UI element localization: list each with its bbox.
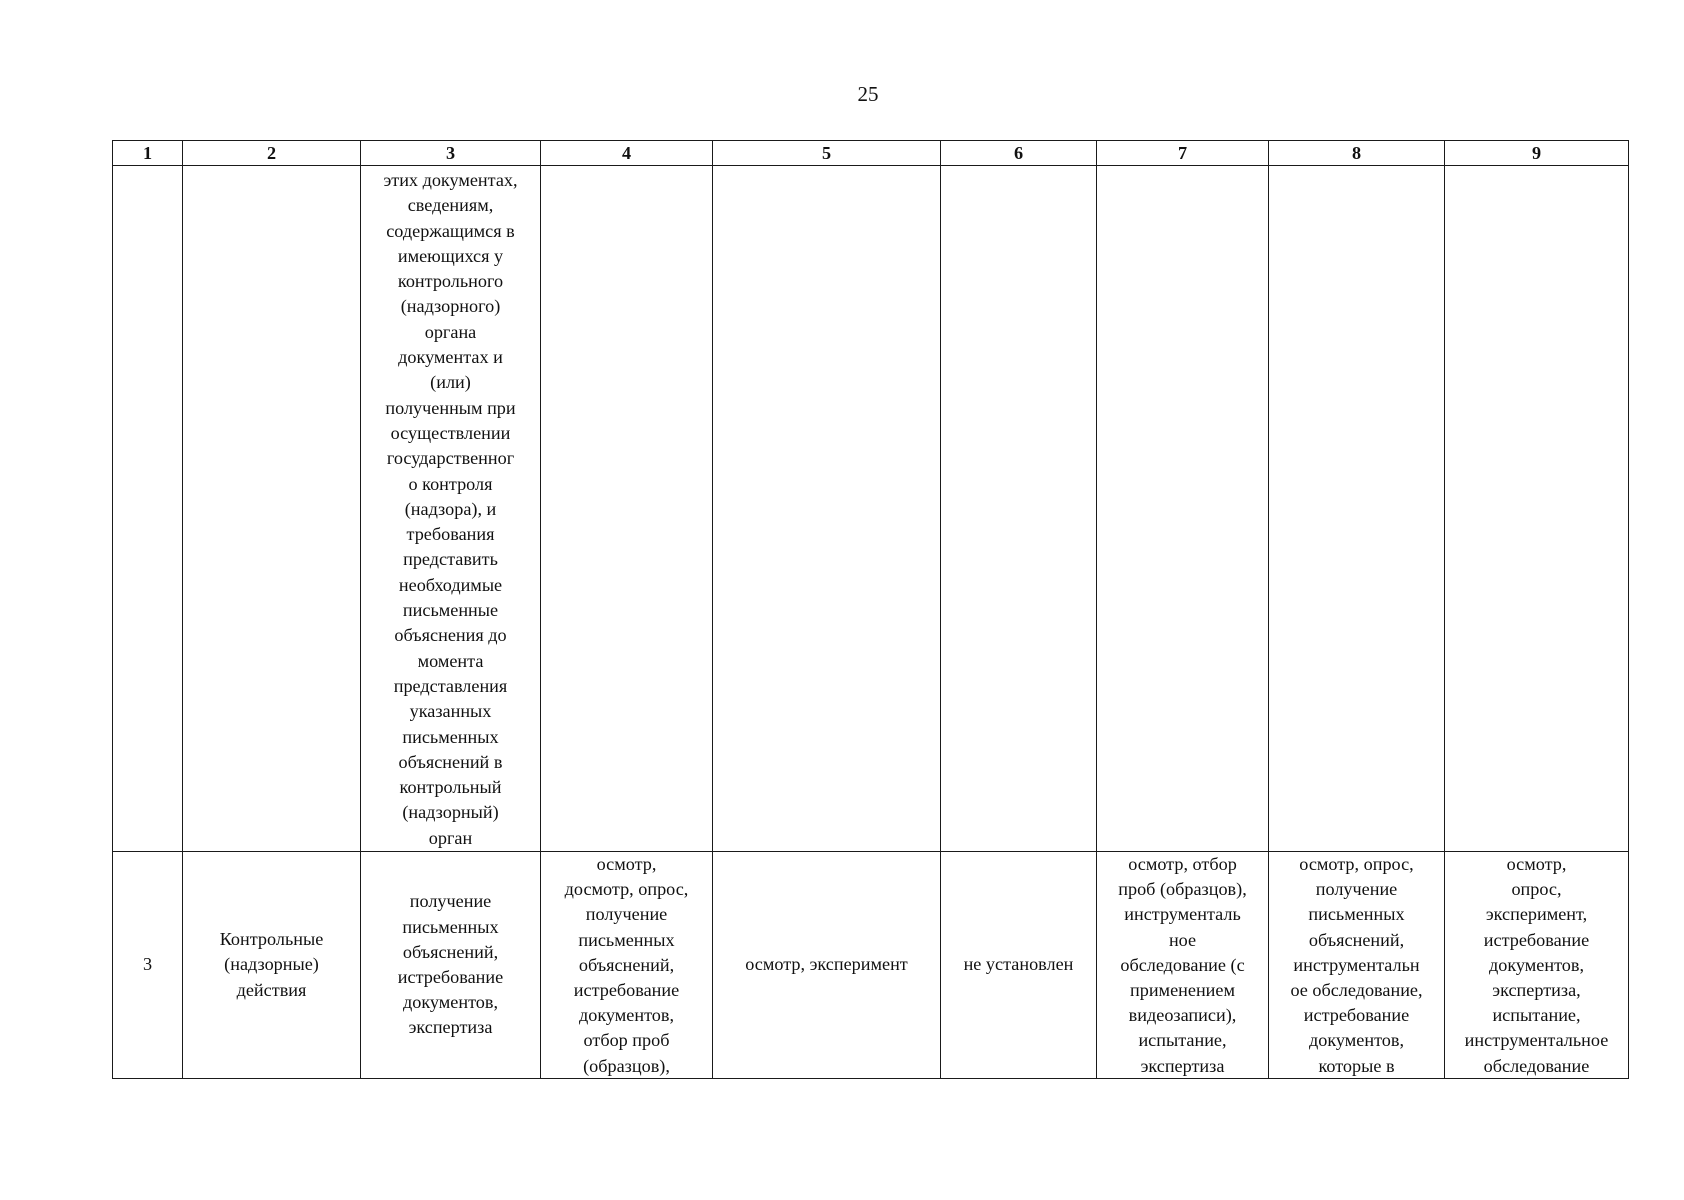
table-cell (1097, 852, 1269, 1079)
table-cell (1097, 166, 1269, 852)
table-cell (183, 852, 361, 1079)
row-number-cell (113, 852, 183, 1079)
cell-text: осмотр, эксперимент (745, 954, 908, 975)
page-number: 25 (857, 82, 879, 106)
table-cell (941, 166, 1097, 852)
table-cell (183, 166, 361, 852)
column-number-header: 7 (1097, 141, 1269, 166)
column-number-header: 9 (1445, 141, 1629, 166)
cell-text: получение письменных объяснений, истребование документов, экспертиза (397, 891, 504, 1038)
column-number-header: 1 (113, 141, 183, 166)
table-cell (713, 852, 941, 1079)
table-cell (361, 852, 541, 1079)
table-cell (713, 166, 941, 852)
cell-text: осмотр, опрос, эксперимент, истребование документов, экспертиза, испытание, инструментальное обследование (1464, 854, 1609, 1076)
column-number-header: 3 (361, 141, 541, 166)
cell-text: этих документах, сведениям, содержащимся в имеющихся у контрольного (надзорного) органа документах и (или) полученным при осуществлении государственног о контроля (надзора), и требования представить необходимые письменные объяснения до момента представления указанных письменных объяснений в контрольный (надзорный) орган (383, 170, 518, 848)
column-number-header: 2 (183, 141, 361, 166)
column-number-header: 5 (713, 141, 941, 166)
cell-text: осмотр, досмотр, опрос, получение письменных объяснений, истребование документов, отбор проб (образцов), (564, 854, 689, 1076)
table-cell (941, 852, 1097, 1079)
table-row-3 (113, 852, 1629, 1079)
table-cell (541, 166, 713, 852)
cell-text: осмотр, отбор проб (образцов), инструменталь ное обследование (с применением видеозаписи), испытание, экспертиза (1118, 854, 1247, 1076)
table-cell (541, 852, 713, 1079)
cell-text: Контрольные (надзорные) действия (219, 929, 324, 1000)
column-number-header: 6 (941, 141, 1097, 166)
column-number-header: 4 (541, 141, 713, 166)
table-cell (1445, 852, 1629, 1079)
cell-text: осмотр, опрос, получение письменных объяснений, инструментальн ое обследование, истребование документов, которые в (1290, 854, 1423, 1076)
table-cell (1445, 166, 1629, 852)
table-row-continuation (113, 166, 1629, 852)
table-cell (1269, 852, 1445, 1079)
cell-text: 3 (142, 954, 153, 975)
column-number-row (113, 141, 1629, 166)
cell-text: не установлен (963, 954, 1074, 975)
control-actions-table (112, 140, 1629, 1079)
table-cell (113, 166, 183, 852)
table-cell (361, 166, 541, 852)
table-cell (1269, 166, 1445, 852)
column-number-header: 8 (1269, 141, 1445, 166)
